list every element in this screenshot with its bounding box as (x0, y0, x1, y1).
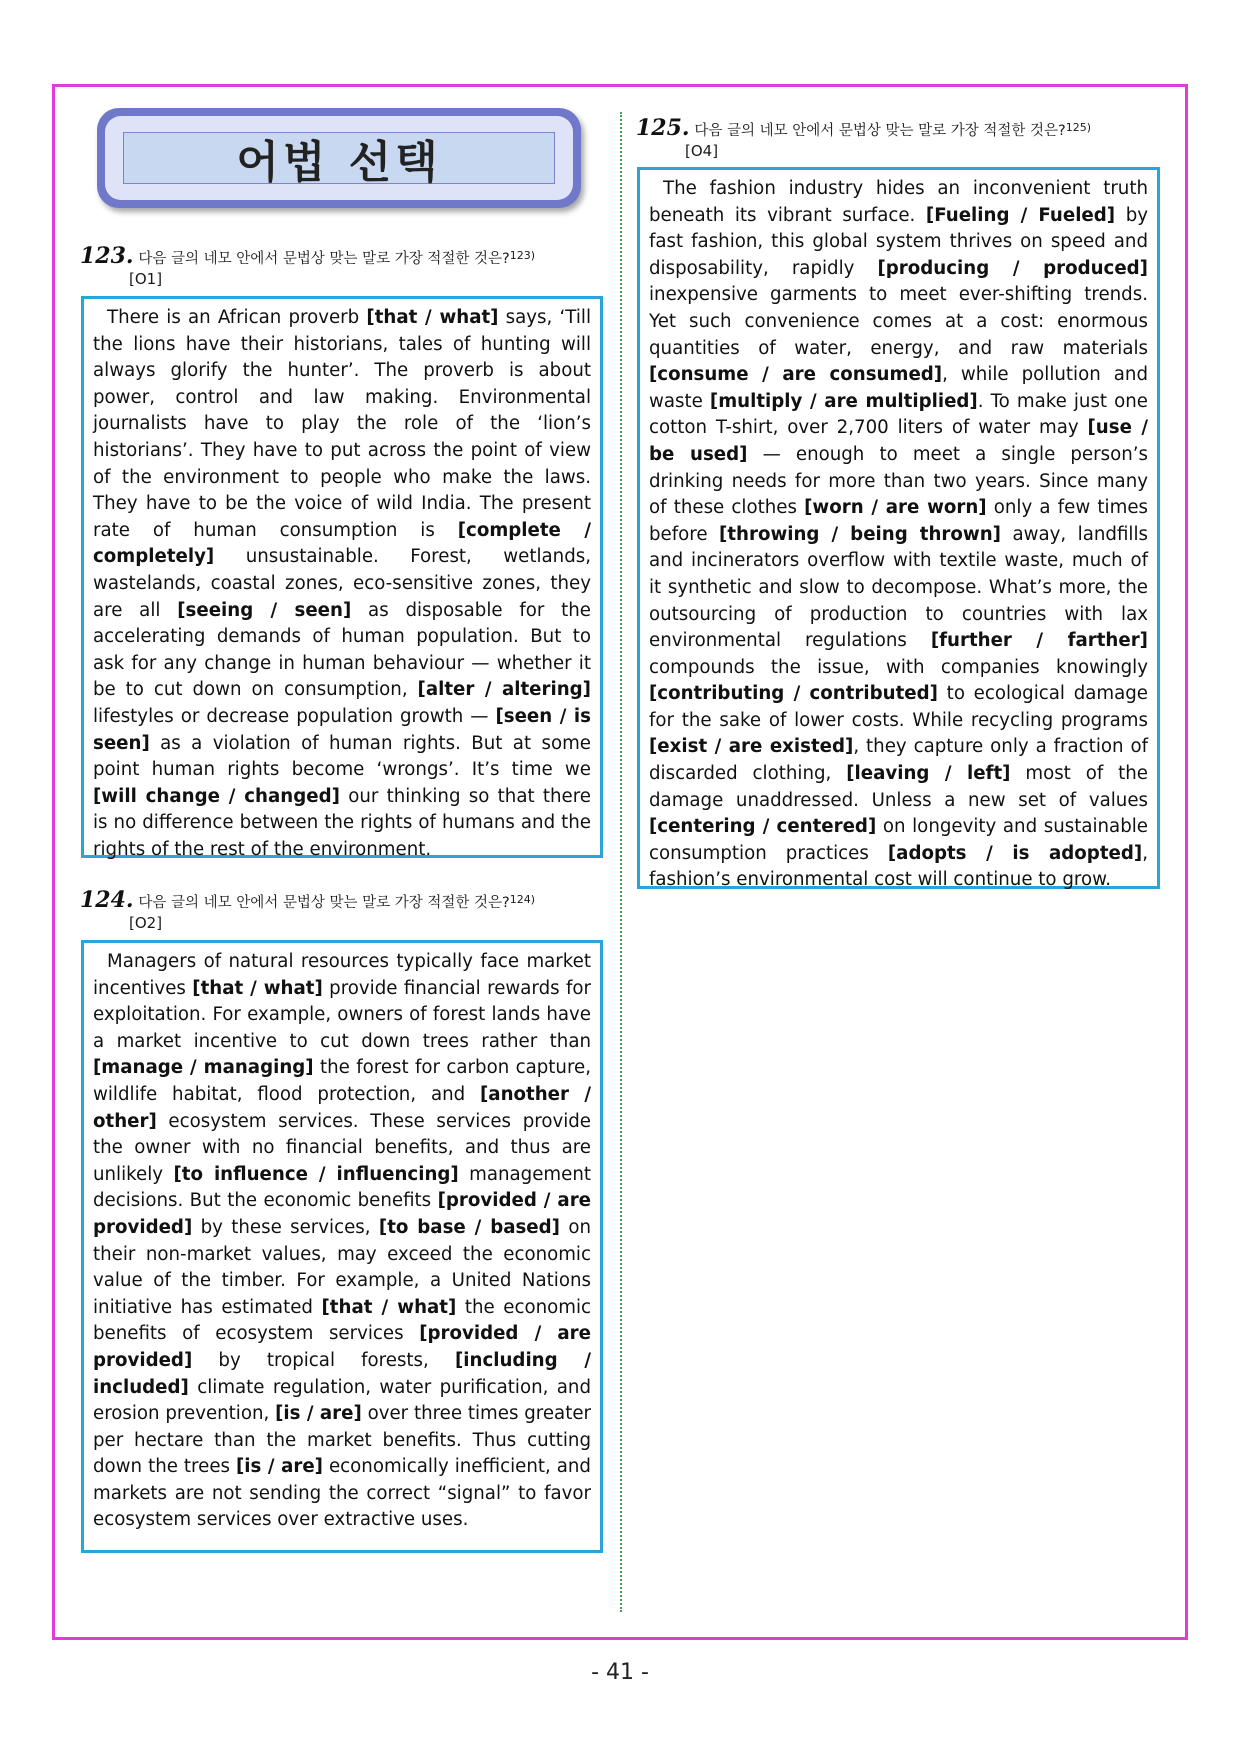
passage-text: — enough to meet a single person’s drinking needs for more than two years. Since many of these clothes (649, 443, 1148, 519)
column-divider (620, 112, 622, 1612)
banner-mid (105, 116, 573, 200)
grammar-choice: [use / be used] (649, 417, 1148, 465)
grammar-choice: [to base / based] (378, 1216, 560, 1238)
question-header-123 (80, 243, 620, 288)
passage-text: management decisions. But the economic benefits (93, 1163, 591, 1212)
grammar-choice: [is / are] (275, 1403, 362, 1425)
question-code: [O1] (129, 270, 163, 288)
passage-text: inexpensive garments to meet ever-shifting trends. Yet such convenience comes at a cost: enormous quantities of water, energy, and raw materials (649, 284, 1148, 359)
passage-text: only a few times before (649, 497, 1148, 545)
passage-text: The fashion industry hides an inconvenient truth beneath its vibrant surface. (649, 178, 1148, 226)
question-number: 125. (636, 115, 690, 141)
grammar-choice: [further / farther] (930, 630, 1148, 652)
grammar-choice: [leaving / left] (846, 763, 1011, 785)
grammar-choice: [that / what] (366, 307, 499, 328)
passage-text: the forest for carbon capture, wildlife habitat, flood protection, and (93, 1057, 591, 1105)
passage-text: by tropical forests, (192, 1349, 455, 1371)
grammar-choice: [Fueling / Fueled] (925, 204, 1116, 226)
paragraph-indent (93, 951, 107, 972)
grammar-choice: [seeing / seen] (177, 599, 352, 621)
grammar-choice: [including / included] (93, 1349, 591, 1398)
question-prompt: 다음 글의 네모 안에서 문법상 맞는 말로 가장 적절한 것은? (138, 895, 510, 911)
grammar-choice: [exist / are existed] (649, 736, 854, 758)
paragraph-indent (649, 178, 663, 199)
passage-text: our thinking so that there is no difference between the rights of humans and the rights of the rest of the environment. (93, 785, 591, 860)
passage-text: on their non-market values, may exceed the economic value of the timber. For example, a United Nations initiative has estimated (93, 1216, 591, 1318)
grammar-choice: [multiply / are multiplied] (709, 390, 978, 412)
passage-text: the economic benefits of ecosystem services (93, 1296, 592, 1345)
passage-text: as disposable for the accelerating demands of human population. But to ask for any change in human behaviour — whether it be to cut down on consumption, (93, 599, 591, 701)
grammar-choice: [manage / managing] (93, 1057, 314, 1079)
grammar-choice: [is / are] (235, 1456, 323, 1478)
question-code: [O4] (685, 142, 719, 160)
question-header-125 (636, 115, 1176, 160)
question-number: 124. (80, 887, 134, 913)
grammar-choice: [alter / altering] (417, 679, 591, 701)
grammar-choice: [seen / is seen] (93, 705, 591, 754)
grammar-choice: [throwing / being thrown] (719, 523, 1001, 545)
passage-text: provide financial rewards for exploitation. For example, owners of forest lands have a market incentive to cut down trees rather than (93, 977, 591, 1052)
passage-text: unsustainable. Forest, wetlands, wastelands, coastal zones, eco-sensitive zones, they are all (93, 546, 591, 621)
passage-text: to ecological damage for the sake of lower costs. While recycling programs (649, 683, 1148, 731)
passage-text: , they capture only a fraction of discarded clothing, (649, 736, 1148, 785)
question-code: [O2] (129, 914, 163, 932)
grammar-choice: [adopts / is adopted] (887, 842, 1143, 864)
footnote-marker: 125) (1065, 121, 1092, 134)
grammar-choice: [consume / are consumed] (649, 364, 943, 386)
passage-text: as a violation of human rights. But at some point human rights become ‘wrongs’. It’s time we (93, 732, 591, 781)
question-prompt: 다음 글의 네모 안에서 문법상 맞는 말로 가장 적절한 것은? (694, 123, 1066, 139)
paragraph-indent (93, 307, 107, 328)
grammar-choice: [provided / are provided] (93, 1190, 591, 1238)
question-header-124 (80, 887, 620, 932)
passage-text: says, ‘Till the lions have their historians, tales of hunting will always glorify the hunter’. The proverb is about power, control and law making. Environmental journalists have to play the role of the ‘lion’s historians’. They have to put across the point of view of the environment to people who make the laws. They have to be the voice of wild India. The present rate of human consumption is (93, 307, 592, 541)
grammar-choice: [that / what] (192, 977, 323, 999)
passage-box-125 (637, 167, 1160, 889)
passage-text: There is an African proverb (107, 307, 367, 328)
grammar-choice: [that / what] (321, 1296, 457, 1318)
passage-text: . To make just one cotton T-shirt, over 2,700 liters of water may (649, 390, 1148, 439)
passage-text: compounds the issue, with companies knowingly (649, 656, 1148, 678)
grammar-choice: [contributing / contributed] (649, 683, 938, 705)
grammar-choice: [will change / changed] (93, 785, 340, 807)
question-prompt: 다음 글의 네모 안에서 문법상 맞는 말로 가장 적절한 것은? (138, 251, 510, 267)
grammar-choice: [worn / are worn] (804, 497, 987, 519)
page-number: - 41 - (591, 1660, 649, 1685)
passage-text: , fashion’s environmental cost will continue to grow. (649, 842, 1148, 891)
grammar-choice: [complete / completely] (93, 519, 591, 568)
footnote-marker: 124) (509, 893, 536, 906)
grammar-choice: [producing / produced] (877, 257, 1148, 279)
section-title-banner (97, 108, 581, 208)
footnote-marker: 123) (509, 249, 536, 262)
banner-inner (123, 132, 555, 188)
passage-text: by fast fashion, this global system thrives on speed and disposability, rapidly (649, 204, 1149, 279)
passage-text: Managers of natural resources typically face market incentives (93, 951, 591, 999)
grammar-choice: [provided / are provided] (93, 1323, 591, 1371)
passage-text: climate regulation, water purification, and erosion prevention, (93, 1376, 591, 1425)
grammar-choice: [another / other] (93, 1083, 591, 1132)
grammar-choice: [to influence / influencing] (173, 1163, 459, 1185)
passage-text: , while pollution and waste (649, 364, 1148, 412)
passage-text: most of the damage unaddressed. Unless a new set of values (649, 763, 1148, 811)
section-title: 어법 선택 (236, 137, 442, 188)
passage-text: over three times greater per hectare than the market benefits. Thus cutting down the trees (93, 1403, 592, 1478)
passage-text: on longevity and sustainable consumption practices (649, 816, 1148, 864)
passage-text: economically inefficient, and markets are not sending the correct “signal” to favor ecosystem services over extractive uses. (93, 1456, 591, 1531)
passage-text: ecosystem services. These services provide the owner with no financial benefits, and thus are unlikely (93, 1110, 591, 1185)
question-number: 123. (80, 243, 134, 269)
grammar-choice: [centering / centered] (649, 816, 877, 838)
passage-box-124 (81, 940, 603, 1553)
passage-text: away, landfills and incinerators overflow with textile waste, much of it synthetic and slow to decompose. What’s more, the outsourcing of production to countries with lax environmental regulations (649, 523, 1148, 652)
passage-box-123 (81, 296, 603, 858)
passage-text: by these services, (192, 1216, 379, 1238)
passage-text: lifestyles or decrease population growth — (93, 705, 496, 727)
